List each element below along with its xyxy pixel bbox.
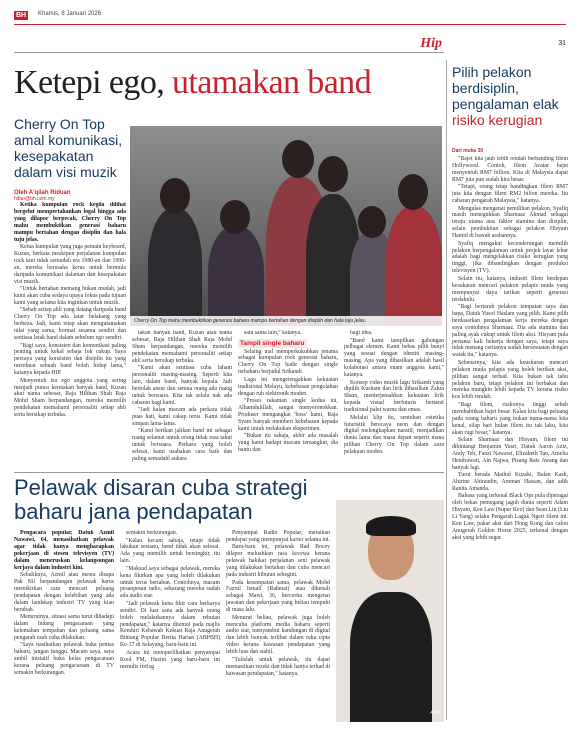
paragraph: Menyentuh isu ego anggota yang sering menjadi punca keretakan banyak band, Kuzan akui nama sebesar, Raja Hilthan Shah Raja Mohd Sham berpandangan, mereka memilih pendekatan memahami personaliti setiap ahli serta bersikap terbuka. xyxy=(14,377,126,419)
paragraph: Sebenarnya, kita ada keuskuran mencari pelakon muda pelapis yang boleh berikan aksi, pilihan sangat terhad. Kita bukan tak tahu pelakon baru, tetapi pelakon ini berbakat dan mereka mungkin lebih kepada TV kerana risiko kos lebih rendah. xyxy=(452,359,568,401)
rail-headline-black: Pilih pelakon berdisiplin, pengalaman elak xyxy=(452,64,559,112)
paragraph: Turut berada Mathul Kuzaki, Balan Kash, Ahirine Ahiraudin, Amman Hassan, dan adik Ranita Amanda. xyxy=(452,472,568,492)
paragraph: Menurutnya, situasi sama turut dihadapi dalam bidang pengacaraan yang kelemahan tempahan dan peluang sama pengarah usah cuba dilakukan. xyxy=(14,614,114,641)
paragraph: Selain Sharnaaz dan Hisyam, filem ini dibintangi Benjamin Yusri, Datuk Aaron Aziz, Andy Teh, Fauzi Nawawi, Elizabeth Tan, Amelia Hendrawati, Ain Najwa, Pisang Rais Awang dan banyak lagi. xyxy=(452,437,568,471)
header-rule xyxy=(14,24,566,25)
story1-subtitle: Cherry On Top amal komunikasi, kesepakatan dalam visi muzik xyxy=(14,116,123,180)
paragraph: Sebaliknya, Azmil atau mesra disapa Pak Nil berpandangan pelawak harus memikirkan cara mencari peluang pendapatan dengan kelebihan yang ada dalam landskap industri TV yang kian berubah. xyxy=(14,572,114,613)
band-member-head xyxy=(220,200,250,234)
paragraph: "Bagi saya, konsisten dan komunikasi paling penting untuk kekal sebaja fok cukup. Saya percaya yang konsisten dan disiplin itu yang membuat sebuah band boleh hidup lama," katanya kepada HIP. xyxy=(14,342,126,377)
band-member-head xyxy=(398,174,428,210)
band-member-head xyxy=(318,156,348,192)
story1-headline xyxy=(14,64,371,102)
band-member-figure xyxy=(386,206,442,326)
paragraph: "Kami akan sentiasa cuba faham personaliti masing-masing. Seperti kita lain, dalam band, banyak kepala. Jadi bertolak ansur dan semua orang ada ruang untuk bersuara. Kita tak selalu nak ada cabaran bagi kami. xyxy=(132,365,232,406)
paragraph: Lagu ini mengetengahkan kekuatan tradisional Melayu, kebebasan pengolahan dengan ruh elektronik moden. xyxy=(238,376,338,397)
paragraph: "Tetapi, orang tetap bandingkan filem RM7 juta kita dengan filem RM2 bilion mereka. Itu cabaran pengarah Malaysia," katanya. xyxy=(452,184,568,205)
paragraph: "Proses rakaman single kedua ini, Alhamdulillah, sangat menyeronokkan. Produser mengangkat 'boss' kami, Raja Syam banyak memberi kebebasan kepada kami untuk melakukan eksperimen. xyxy=(238,398,338,432)
paragraph: bagi idea. xyxy=(350,330,373,336)
paragraph: Konsep video muzik lagu Srikandi yang dipilih Kusham dan lirik dihasilkan Zahra Sham, menterjemahkan kekuatan lirik kepada visual berfuturis bertaraf tradisional palet warna dan emas. xyxy=(344,379,444,414)
headline-black: Ketepi ego, xyxy=(14,64,173,101)
section-name: Hip xyxy=(420,36,442,51)
paragraph: Pada kesempatan sama, pelawak Mohd Fazrul Ismail (Rahmat) atau dikenali sebagai Mawi, 36, bercerita mengenai jawatan dan pekerjaan yang beliau tempuhi di masa lalu. xyxy=(226,579,330,614)
story1-email: hibur@bh.com.my xyxy=(14,196,55,202)
story2-rule xyxy=(14,472,444,473)
paragraph: Ketua kumpulan yang juga pemain keyboard, Kuzan, berkata meskipun perjalanan kumpulan rock kini tidak semudah era 1980-an dan 1990-an, mereka berusaha keras untuk bermula daripada komunikasi dalaman dan kesepakatan visi muzik. xyxy=(14,244,126,285)
section-subheading: Tampil single baharu xyxy=(240,339,305,347)
story1-column-1 xyxy=(14,202,126,468)
paragraph: Selain itu, katanya, industri filem berdepan kesukaran mencari pelakon pelapis muda yang mempunyai daya tarikan seperti generasi terdahulu. xyxy=(452,275,568,303)
paragraph: "Sebab setiap ahli yang datang daripada band Cherry On Top ada latar belakang yang berbeza. Jadi, kami tetap akan mengutamakan nilai yang sama, hormat sesama sendiri dan sentiasa letak band dalam sebelum ego sendiri. xyxy=(14,307,126,341)
paragraph: "Band kami tampilkan gabungan pelbagai elemen. Kami bebas pilih bunyi yang sesuai dengan identiti masing-masing. Apa yang dihasilkan adalah hasil kolaborasi antara enam anggota kami," katanya. xyxy=(344,337,444,379)
paragraph: "Tulislah untuk pelawak, itu dapat memastikan rezeki dan tidak hanya terhad di kawasan pendapatan," katanya. xyxy=(226,656,330,677)
story2-headline: Pelawak disaran cuba strategi baharu jana pendapatan xyxy=(14,475,308,524)
page-header xyxy=(0,0,580,56)
paragraph: "Bukan itu sahaja, akhir ada masalah yang kami hadapi macam tersangkut, dia bantu dan xyxy=(238,433,338,453)
presenter-hair xyxy=(366,516,416,536)
paragraph: Penyampai Radio Popular, meraikan pendapat yang mempunyai karier selama ini. xyxy=(226,530,330,543)
story2-column-1 xyxy=(14,530,114,724)
band-member-figure xyxy=(148,208,202,326)
story1-column-2 xyxy=(132,330,232,468)
rail-headline xyxy=(452,64,570,128)
paragraph: "Jadi kalau macam ada perkara tidak puas hati, kami cakap terus. Kami tidak simpan lama-lama. xyxy=(132,407,232,427)
paragraph: Acara ini memperlihatkan penyampai Kool FM, Hazim yang baru-baru ini menulis rtrtfsg xyxy=(120,649,220,670)
paragraph: "Bajet kita jauh lebih rendah berbanding filem Hollywood. Contoh, filem Avatar bajet menyentuh RM7 billion. Kita di Malaysia dapat RM7 juta pun sudah kira besar. xyxy=(452,156,568,183)
band-member-head xyxy=(160,178,190,214)
band-member-head xyxy=(358,206,386,238)
band-member-figure xyxy=(208,226,264,326)
page-number: 31 xyxy=(558,40,566,47)
photo-caption: Cherry On Top mahu membuktikan generasi baharu mampu bertahan dengan disiplin dan hala tuju jelas. xyxy=(130,316,442,326)
paragraph: Bahasa yang terkenal Black Ops pula diperagai oleh bekas pemegang jaguh dunia seperti Adam Hisyam, Ken Law (Super Keo) dan Sean Lin (Liu Li Yang) selaku Pengarah Lagak Ngeri filem ini. Ken Law, pakar aksi dari Hong Kong dan calon Anugerah Golden Horse 2025, terkenal dengan aksi yang lebih segar. xyxy=(452,493,568,541)
paragraph: "Maksud saya sebagai pelawak, mereka kena fikirkan apa yang boleh dilakukan untuk terus bertahan. Contohnya, macam pesanpesan radio, sekarang mereka sudah ada audio siar. xyxy=(120,565,220,600)
column-divider xyxy=(446,60,447,720)
paragraph: Pengacara popular, Datuk Azmil Nawawi, 64, menasihatkan pelawak agar tidak hanya mengharapkan pekerjaan di stesen televisyen (TV) dalam meneruskan kelangsungan kerjaya dalam industri kini. xyxy=(14,530,114,571)
story1-column-3 xyxy=(238,330,338,468)
headline-red: utamakan band xyxy=(172,64,371,101)
paragraph: "Bagi filem, risikonya tinggi sebab membabitkan bajet besar. Kalau kita bagi peluang pada orang baharu yang bukan nama-nama kita kenal, silap hari bulan filem itu tak laku, kita akan rugi besar," katanya. xyxy=(452,401,568,436)
story1-byline: Oleh A'qilah Riduan xyxy=(14,190,71,196)
story1-column-4 xyxy=(344,330,444,468)
presenter-photo xyxy=(336,500,444,722)
rail-continuation: Dari muka 30 xyxy=(452,148,484,154)
paragraph: Mengulas mengenai pemilihan pelakon, Syafiq masih meneguhkan Sharnaaz Ahmad sebagai teraju utama atas faktor stamina dan disiplin, selain pembuktian sebagai pelakon Hisyam Hamid di bawah arahannya. xyxy=(452,205,568,240)
paragraph: "Kami berikan jalikan band ini sebagai ruang selamat untuk orang tidak rasa takut untuk bersuara. Perkara yang boleh selesai, kami usahakan cara baik dan paling semadahl aukara xyxy=(132,428,232,463)
rail-body xyxy=(452,156,568,722)
paragraph: "Kalau kecam sahaja, tetapi tidak lakukan sesuatu, bend tidak akan selesai. Ada yang memilih untuk bersingkir, itu lain. xyxy=(120,537,220,565)
issue-date: Khamis, 8 Januari 2026 xyxy=(38,11,102,17)
paragraph: Baru-baru ini, pelawak Rad Bocey dilapor meluahkan rasa kecewa kerana pelawak hakikat perjalanan seni pelawak yang dilakukan bertahan dan cuba mencari pada industri hiburan sebegini. xyxy=(226,544,330,579)
paragraph: satu sama lain," katanya. xyxy=(244,330,302,336)
paragraph: "Jadi pelawak kena fikir cara berkarya sendiri. Di luar sana ada banyak orang boleh melakukannya dalam rebutan pendapatan," katanya ditemui pada majlis Kenduri Kebawah Kekuat Raja Anugerah Bintang Popular Berita Harian (ABPBH) Ke-37 di Selayang, baru-baru ini. xyxy=(120,600,220,649)
paragraph: Melalui klip itu, sentuhan estetika futuristik berecaya neon dan dengan digital melengkapkan naratif, menjadikan dunia lama dan masa depan seperti mana pilihan Cherry On Top dalam aura pelakuan moden. xyxy=(344,414,444,456)
rail-headline-red: risiko kerugian xyxy=(452,112,543,128)
paragraph: semakin berkurangan. xyxy=(126,530,178,536)
photo-credit: Azril xyxy=(430,710,440,716)
paragraph: Menurut beliau, pelawak juga boleh mencuba platform media baharu seperti audio siar, menyambut kandungan di digital dan lebih banyak terlibat dalam reka cipta video kerana kawasan pendapatan yang lebih luas dan stabil. xyxy=(226,614,330,656)
story2-column-2 xyxy=(120,530,220,724)
story2-column-3 xyxy=(226,530,330,724)
paragraph: Syafiq mengakui kecenderungan memilih pelakon berpengalaman untuk projek layar lebar adalah bagi mengelakkan risiko kerugian yang tinggi, jika dibandingkan dengan produksi televisyen (TV). xyxy=(452,240,568,275)
band-member-head xyxy=(282,140,314,178)
presenter-body xyxy=(350,592,432,722)
section-rule xyxy=(14,52,444,53)
paragraph: "Bagi bertaruh pelakon tempatan saya dan bapa, Datuk Yusof Haslam yang pilih. Kami pilih berdasarkan pengalaman kerja mereka dengan saya contohnya Sharnaaz. Dia ada stamina dan paling ayak cukup untuk filem aksi. Hisyam pula pertama kali bekerja dengan saya, tetapi saya tidak menang ceritanya sudah bersesuaian dengan watak itu," katanya. xyxy=(452,304,568,359)
paragraph: Selaing mal memperkukuhkan jenama sebagai kumpulan rock generasi baharu, Cherry On Top hadir dengan single terbaharu berjudul Srikandi. xyxy=(238,348,338,376)
band-photo xyxy=(130,126,442,326)
paragraph: "Untuk bertahan memang bukan mudah, jadi kami akan cuba sedaya upaya fokus pada tujuan kami yang selama kita inginkan untuk muzik. xyxy=(14,286,126,306)
paragraph: Ketika kumpulan rock kegila dilihat bergelut mempertahankan logal hingga ada yang dilapor berpecah, Cherry On Top mahu membuktikan generasi baharu mampu bertahan dengan disiplin dan hala tuju jelas. xyxy=(14,202,126,243)
paragraph: "Saya nasihatkan pelawak buka pentas baharu, jangan tunggu. Macam saya, saya ambil inisiatif buka kelas pengacaraan kerana peluang pengacaraan di TV semakin berkurangan. xyxy=(14,642,114,676)
newspaper-logo: BH xyxy=(16,12,27,19)
paragraph: takan banyak band, Kuzan atau nama sebesar, Raja Hilthan Shah Raja Mohd Sham berpandangan, mereka memilih pendekatan memahami personaliti setiap ahli serta bersikap terbuka. xyxy=(132,330,232,364)
